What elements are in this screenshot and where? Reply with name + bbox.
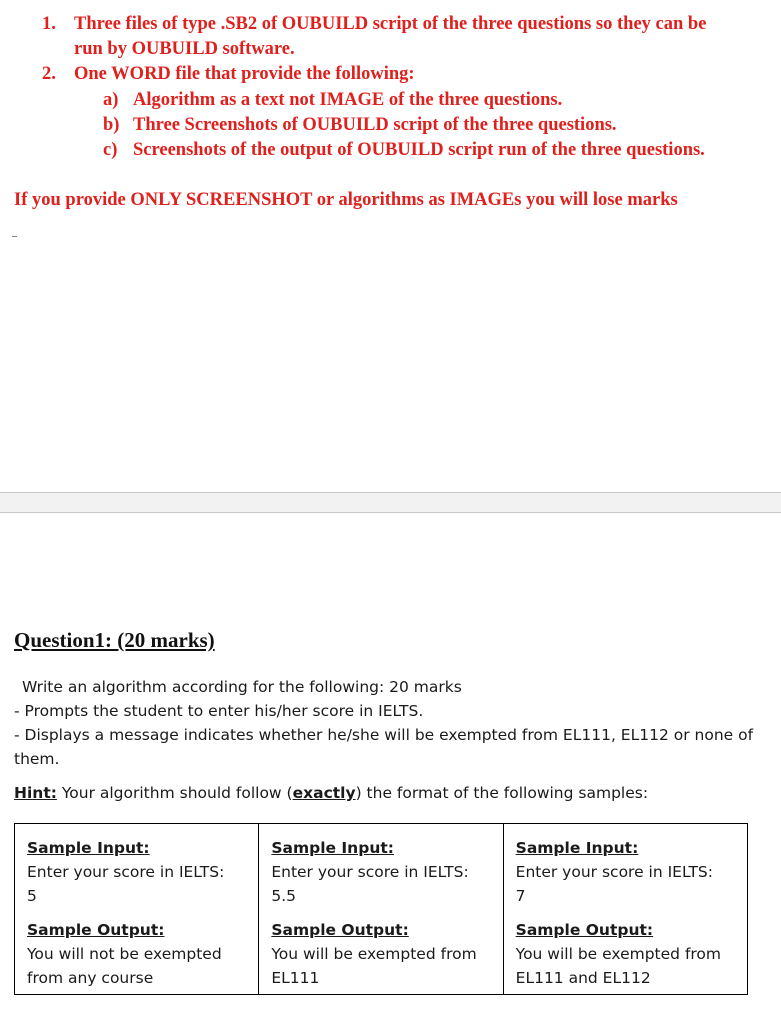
sample-output-label: Sample Output:	[27, 921, 165, 939]
question-line-1: Write an algorithm according for the following: 20 marks	[22, 678, 462, 696]
sample-prompt: Enter your score in IELTS:	[515, 863, 713, 881]
question-title: Question1: (20 marks)	[14, 628, 215, 652]
sample-output-line-2: EL111	[271, 969, 320, 987]
warning-text: If you provide ONLY SCREENSHOT or algorithms as IMAGEs you will lose marks	[14, 190, 678, 210]
question-line-3: - Displays a message indicates whether he/she will be exempted from EL111, EL112 or none of	[14, 726, 754, 744]
sample-output-line-1: You will be exempted from	[515, 945, 722, 963]
item-2-text: One WORD file that provide the following:	[74, 64, 415, 84]
subitem-b-marker: b)	[103, 115, 120, 135]
sample-cell-2	[258, 824, 502, 994]
sample-output-label: Sample Output:	[271, 921, 409, 939]
sample-cell-3	[503, 824, 747, 994]
hint-pre: Your algorithm should follow (	[56, 784, 293, 802]
sample-value: 5.5	[271, 887, 296, 905]
subitem-a-text: Algorithm as a text not IMAGE of the three questions.	[133, 90, 563, 110]
hint-emphasis: exactly	[292, 784, 356, 802]
page-divider	[0, 492, 781, 513]
question-line-2: - Prompts the student to enter his/her score in IELTS.	[14, 702, 424, 720]
sample-input-label: Sample Input:	[515, 839, 639, 857]
sample-output-line-1: You will be exempted from	[271, 945, 477, 963]
samples-table	[14, 823, 748, 995]
item-1-line-2: run by OUBUILD software.	[74, 39, 295, 59]
sample-output-line-1: You will not be exempted	[27, 945, 222, 963]
subitem-c-text: Screenshots of the output of OUBUILD script run of the three questions.	[133, 140, 705, 160]
question-line-4: them.	[14, 750, 60, 768]
stray-mark	[12, 236, 17, 237]
sample-prompt: Enter your score in IELTS:	[27, 863, 225, 881]
hint-post: ) the format of the following samples:	[355, 784, 649, 802]
item-2-number: 2.	[42, 64, 56, 84]
sample-output-label: Sample Output:	[515, 921, 654, 939]
sample-prompt: Enter your score in IELTS:	[271, 863, 469, 881]
sample-value: 7	[515, 887, 526, 905]
sample-output-line-2: EL111 and EL112	[515, 969, 651, 987]
hint-label: Hint:	[14, 784, 57, 802]
subitem-c-marker: c)	[103, 140, 118, 160]
subitem-b-text: Three Screenshots of OUBUILD script of the three questions.	[133, 115, 617, 135]
item-1-number: 1.	[42, 14, 56, 34]
sample-cell-1	[15, 824, 258, 994]
sample-output-line-2: from any course	[27, 969, 154, 987]
subitem-a-marker: a)	[103, 90, 119, 110]
sample-value: 5	[27, 887, 37, 905]
sample-input-label: Sample Input:	[271, 839, 394, 857]
item-1-line-1: Three files of type .SB2 of OUBUILD script of the three questions so they can be	[74, 14, 707, 34]
hint-line	[14, 784, 648, 802]
sample-input-label: Sample Input:	[27, 839, 150, 857]
